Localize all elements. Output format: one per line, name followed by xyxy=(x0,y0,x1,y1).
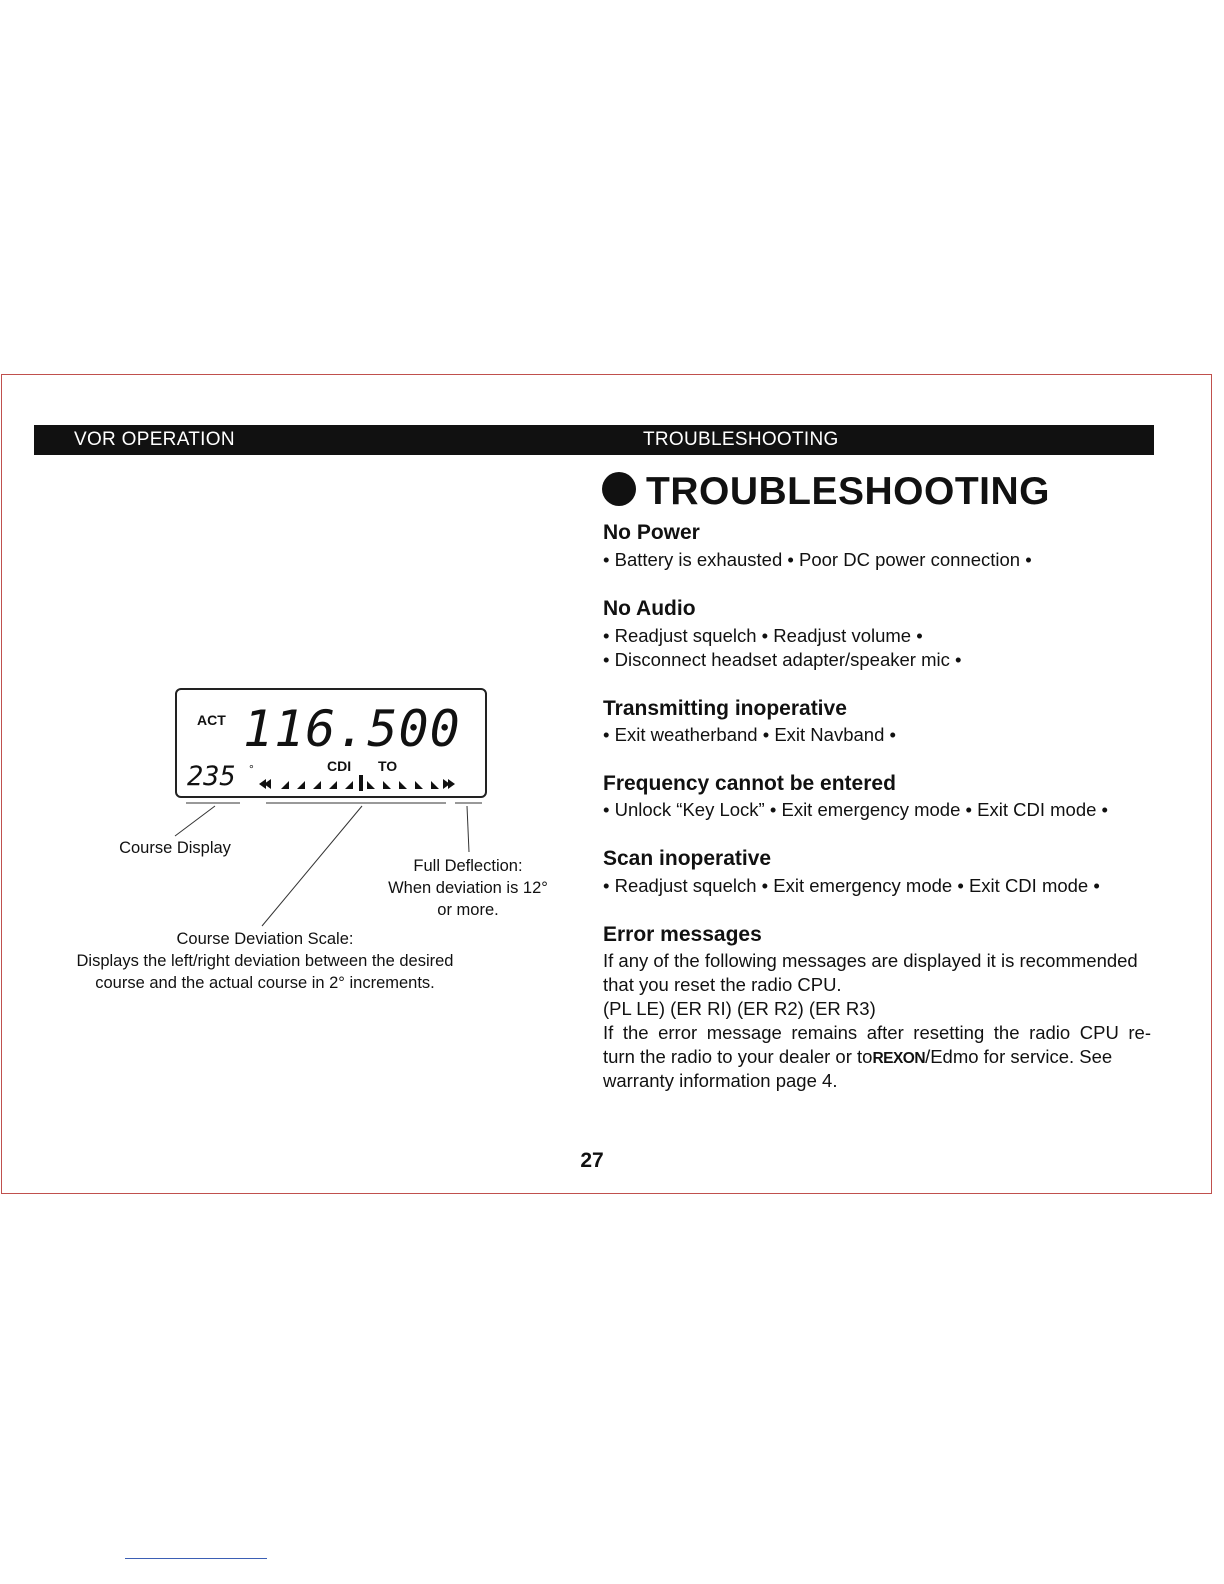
transmitting-title: Transmitting inoperative xyxy=(603,697,847,720)
bottom-link-underline xyxy=(125,1558,267,1559)
header-left-title: VOR OPERATION xyxy=(74,429,235,450)
errors-line1: If any of the following messages are displayed it is recommended xyxy=(603,950,1138,971)
errors-line2: that you reset the radio CPU. xyxy=(603,974,842,995)
full-deflection-line1: Full Deflection: xyxy=(413,857,523,875)
errors-line5 xyxy=(603,1045,1151,1071)
no-audio-line1: • Readjust squelch • Readjust volume • xyxy=(603,625,923,646)
errors-line3: (PL LE) (ER RI) (ER R2) (ER R3) xyxy=(603,998,876,1019)
cds-line1: Course Deviation Scale: xyxy=(176,930,354,948)
lcd-cdi-label: CDI xyxy=(327,758,352,774)
cds-line3: course and the actual course in 2° increments. xyxy=(95,974,435,992)
deviation-scale-graphic xyxy=(257,774,487,794)
lcd-to-label: TO xyxy=(378,758,398,774)
scan-line: • Readjust squelch • Exit emergency mode • Exit CDI mode • xyxy=(603,875,1100,896)
cds-line2: Displays the left/right deviation between the desired xyxy=(76,952,454,970)
transmitting-line: • Exit weatherband • Exit Navband • xyxy=(603,724,896,745)
lcd-act-label: ACT xyxy=(197,712,226,728)
bullet-dot-icon xyxy=(602,472,636,506)
no-power-title: No Power xyxy=(603,521,700,544)
lcd-frequency: 116.500 xyxy=(243,700,461,758)
full-deflection-line2: When deviation is 12° xyxy=(388,879,548,897)
errors-line5b: /Edmo for service. See xyxy=(925,1046,1113,1067)
troubleshooting-title xyxy=(602,470,1050,514)
page-number: 27 xyxy=(580,1149,604,1172)
lcd-degree-symbol: ° xyxy=(249,762,254,776)
scan-title: Scan inoperative xyxy=(603,847,772,870)
no-audio-line2: • Disconnect headset adapter/speaker mic • xyxy=(603,649,962,670)
lcd-course: 235 xyxy=(187,761,236,792)
errors-line4: If the error message remains after resetting the radio CPU re- xyxy=(603,1022,1151,1043)
errors-line6: warranty information page 4. xyxy=(603,1070,838,1091)
lcd-display xyxy=(175,688,487,798)
course-deviation-scale-caption xyxy=(55,928,475,994)
full-deflection-caption xyxy=(368,855,568,921)
course-display-caption: Course Display xyxy=(119,839,231,857)
rexon-brand: REXON xyxy=(872,1050,926,1067)
frequency-line: • Unlock “Key Lock” • Exit emergency mode • Exit CDI mode • xyxy=(603,799,1109,820)
header-right-title: TROUBLESHOOTING xyxy=(643,429,839,450)
frequency-title: Frequency cannot be entered xyxy=(603,772,896,795)
no-audio-title: No Audio xyxy=(603,597,696,620)
header-bar xyxy=(34,425,1154,455)
no-power-line: • Battery is exhausted • Poor DC power connection • xyxy=(603,549,1032,570)
troubleshooting-title-text: TROUBLESHOOTING xyxy=(646,470,1050,513)
full-deflection-line3: or more. xyxy=(437,901,499,919)
errors-line5a: turn the radio to your dealer or to xyxy=(603,1046,873,1067)
errors-title: Error messages xyxy=(603,923,762,946)
